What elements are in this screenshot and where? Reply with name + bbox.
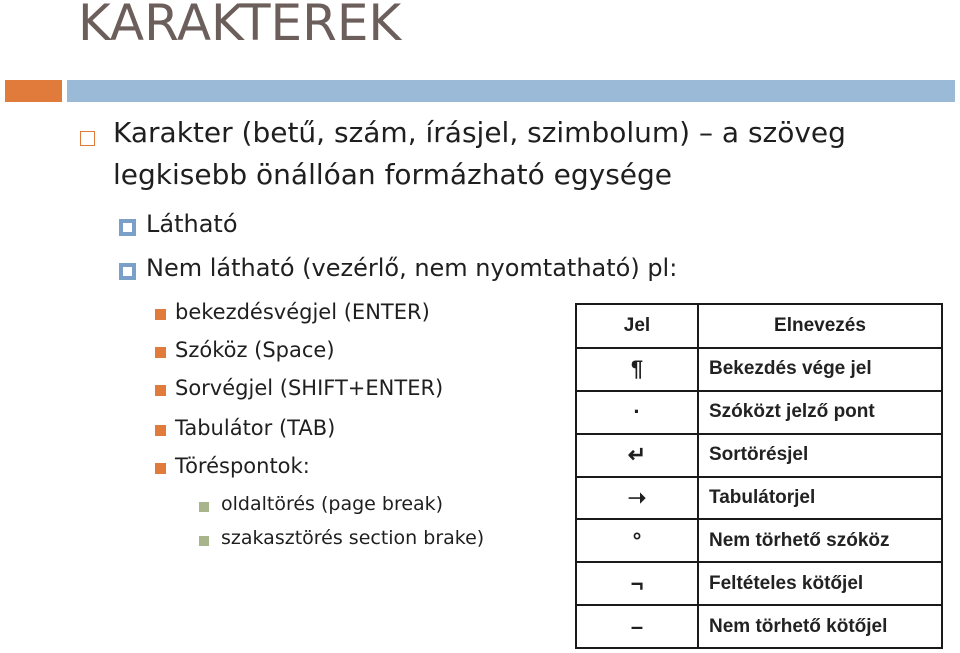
list-item: Szóköz (Space) — [175, 338, 335, 362]
symbol-cell: ↵ — [576, 434, 698, 477]
table-row — [576, 434, 942, 477]
filled-square-bullet-icon — [155, 463, 166, 474]
sub-point-visible: Látható — [146, 210, 238, 238]
list-item: Töréspontok: — [175, 454, 310, 478]
list-item: bekezdésvégjel (ENTER) — [175, 300, 430, 324]
table-row — [576, 562, 942, 605]
main-point-line-1: Karakter (betű, szám, írásjel, szimbolum) – a szöveg — [113, 116, 846, 149]
page-title: KARAKTEREK — [78, 0, 402, 52]
name-cell: Nem törhető szóköz — [698, 519, 942, 562]
name-cell: Nem törhető kötőjel — [698, 605, 942, 648]
name-cell: Feltételes kötőjel — [698, 562, 942, 605]
title-underline-accent — [5, 80, 62, 102]
list-item: szakasztörés section brake) — [221, 527, 485, 549]
square-bullet-icon — [119, 219, 136, 236]
sub-point-invisible: Nem látható (vezérlő, nem nyomtatható) pl: — [146, 254, 678, 282]
symbol-cell: ➝ — [576, 477, 698, 520]
table-row — [576, 477, 942, 520]
list-item: oldaltörés (page break) — [221, 493, 444, 515]
filled-square-bullet-icon — [155, 385, 166, 396]
table-row — [576, 348, 942, 391]
small-square-bullet-icon — [199, 502, 209, 512]
square-bullet-icon — [119, 263, 136, 280]
symbol-table — [575, 303, 943, 649]
symbol-cell: – — [576, 605, 698, 648]
title-underline-bar — [67, 80, 955, 102]
symbol-cell: ° — [576, 519, 698, 562]
list-item: Tabulátor (TAB) — [175, 416, 336, 440]
table-row — [576, 519, 942, 562]
symbol-cell: ¬ — [576, 562, 698, 605]
filled-square-bullet-icon — [155, 425, 166, 436]
name-cell: Szóközt jelző pont — [698, 391, 942, 434]
column-header-symbol: Jel — [576, 304, 698, 348]
column-header-name: Elnevezés — [698, 304, 942, 348]
name-cell: Tabulátorjel — [698, 477, 942, 520]
filled-square-bullet-icon — [155, 347, 166, 358]
name-cell: Sortörésjel — [698, 434, 942, 477]
table-row — [576, 605, 942, 648]
name-cell: Bekezdés vége jel — [698, 348, 942, 391]
symbol-cell: ¶ — [576, 348, 698, 391]
table-row — [576, 391, 942, 434]
list-item: Sorvégjel (SHIFT+ENTER) — [175, 376, 444, 400]
hollow-square-bullet-icon — [80, 131, 95, 146]
table-header-row — [576, 304, 942, 348]
symbol-cell: · — [576, 391, 698, 434]
filled-square-bullet-icon — [155, 309, 166, 320]
small-square-bullet-icon — [199, 536, 209, 546]
main-point-line-2: legkisebb önállóan formázható egysége — [113, 158, 673, 191]
